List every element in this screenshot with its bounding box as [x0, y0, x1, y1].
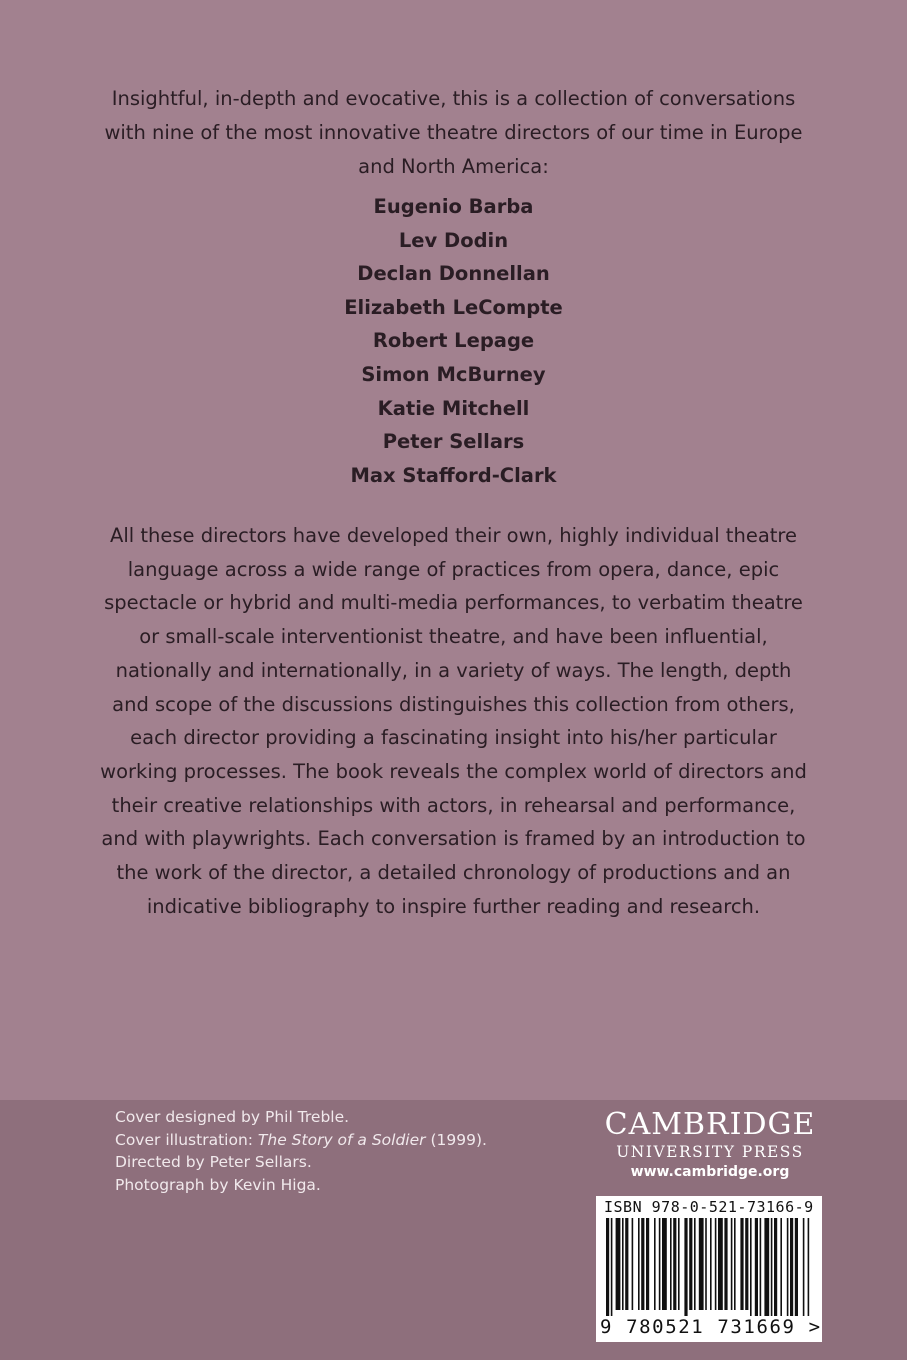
- publisher-name: CAMBRIDGE: [604, 1107, 816, 1142]
- director-name: Lev Dodin: [398, 228, 509, 252]
- barcode-digits: 9 780521 731669 >: [600, 1316, 822, 1338]
- director-name: Katie Mitchell: [377, 396, 530, 420]
- director-name: Robert Lepage: [372, 329, 535, 353]
- cover-credits: [115, 1106, 575, 1196]
- director-name: Peter Sellars: [382, 430, 525, 454]
- credit-suffix: (1999).: [425, 1130, 487, 1149]
- footer-band: [0, 1100, 907, 1360]
- credit-line: Cover designed by Phil Treble.: [115, 1108, 350, 1126]
- credit-title: The Story of a Soldier: [257, 1130, 426, 1149]
- publisher-subtitle: UNIVERSITY PRESS: [616, 1143, 804, 1161]
- barcode-icon: [602, 1218, 816, 1316]
- description-paragraph: All these directors have developed their own, highly individual theatre language across a wide range of practices from opera, dance, epic spectacle or hybrid and multi-media performances, to verbatim theatre or small-scale interventionist theatre, and have been influential, nationally and internationally, in a variety of ways. The length, depth and scope of the discussions distinguishes this collection from others, each director providing a fascinating insight into his/her particular working processes. The book reveals the complex world of directors and their creative relationships with actors, in rehearsal and performance, and with playwrights. Each conversation is framed by an introduction to the work of the director, a detailed chronology of productions and an indicative bibliography to inspire further reading and research.: [100, 524, 807, 918]
- director-name: Elizabeth LeCompte: [344, 295, 563, 319]
- barcode-box: [596, 1196, 822, 1342]
- publisher-logo: [590, 1108, 830, 1182]
- director-list: [200, 190, 707, 492]
- director-name: Simon McBurney: [361, 362, 546, 386]
- publisher-url: www.cambridge.org: [630, 1164, 790, 1180]
- credit-line: [115, 1129, 575, 1152]
- intro-paragraph: Insightful, in-depth and evocative, this is a collection of conversations with nine of the most innovative theatre directors of our time in Europe and North America:: [104, 87, 803, 178]
- credit-line: Photograph by Kevin Higa.: [115, 1175, 321, 1194]
- isbn-label: ISBN 978-0-521-73166-9: [604, 1198, 814, 1216]
- director-name: Declan Donnellan: [357, 262, 550, 286]
- director-name: Eugenio Barba: [373, 195, 534, 218]
- director-name: Max Stafford-Clark: [350, 463, 557, 487]
- credit-line: Directed by Peter Sellars.: [115, 1153, 312, 1171]
- credit-prefix: Cover illustration:: [115, 1130, 258, 1149]
